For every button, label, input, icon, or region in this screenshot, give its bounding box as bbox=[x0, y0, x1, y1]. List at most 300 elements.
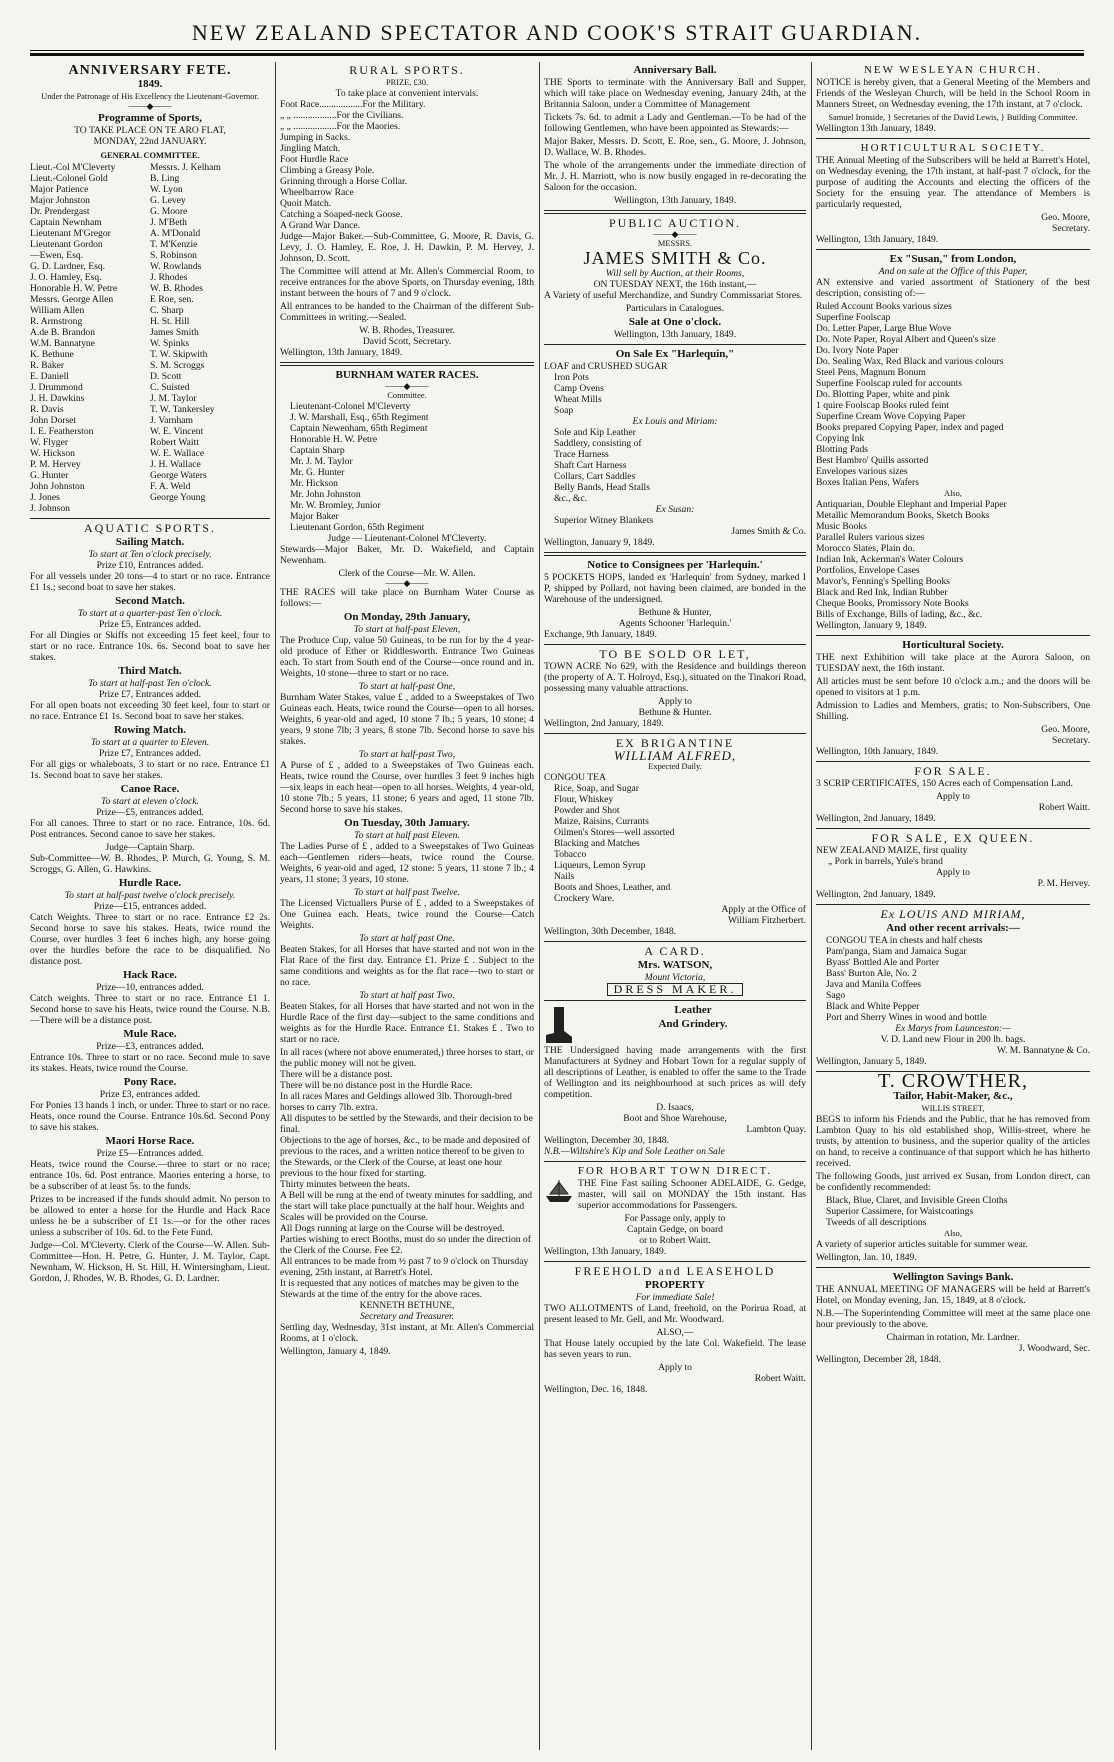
committee-member: J. Rhodes bbox=[150, 272, 188, 283]
event-text: For all canoes. Three to start or no race. Entrance, 10s. 6d. Post entrances. Second canoe to save her stakes. bbox=[30, 818, 270, 840]
masthead-rule bbox=[30, 50, 1084, 56]
race-rule: There will be no distance post in the Hurdle Race. bbox=[280, 1080, 473, 1091]
stationery-item: Envelopes various sizes bbox=[816, 466, 908, 477]
sale-item: Sago bbox=[826, 990, 846, 1001]
horticultural-2-sign: Geo. Moore, bbox=[1041, 724, 1090, 735]
burnham-date: Wellington, January 4, 1849. bbox=[280, 1346, 391, 1357]
savings-bank-sign: J. Woodward, Sec. bbox=[1018, 1343, 1090, 1354]
committee-member: Messrs. J. Kelham bbox=[150, 162, 221, 173]
race-rule: Thirty minutes between the heats. bbox=[280, 1179, 410, 1190]
committee-member: W. Rowlands bbox=[150, 261, 202, 272]
allotments-text: TWO ALLOTMENTS of Land, freehold, on the Porirua Road, at present leased to Mr. Gell, and Mr. Woodward. bbox=[544, 1303, 806, 1325]
stationery-item: Do. Ivory Note Paper bbox=[816, 345, 899, 356]
burnham-member: Honorable H. W. Petre bbox=[290, 434, 378, 445]
committee-member: G. D. Lardner, Esq. bbox=[30, 261, 106, 272]
ship-icon bbox=[544, 1178, 574, 1204]
stationery-item: Do. Blotting Paper, white and pink bbox=[816, 389, 950, 400]
race-rule: All Dogs running at large on the Course will be destroyed. bbox=[280, 1223, 505, 1234]
crowther-text: BEGS to inform his Friends and the Public, that he has removed from Lambton Quay to his old established shop, Willis-street, where he trusts, by attention to business, and the superior quality of the articles on hand, to receive a continuance of that support which he has hitherto received. bbox=[816, 1114, 1090, 1169]
committee-member: W. Hickson bbox=[30, 448, 75, 459]
committee-member: G. Moore bbox=[150, 206, 188, 217]
aquatic-event bbox=[30, 537, 270, 593]
rural-date: Wellington, 13th January, 1849. bbox=[280, 347, 403, 358]
mule-title: Mule Race. bbox=[123, 1028, 177, 1040]
committee-member: P. M. Hervey bbox=[30, 459, 81, 470]
loaf-items bbox=[544, 372, 806, 416]
committee-member: W.M. Bannatyne bbox=[30, 338, 95, 349]
bannatyne-sign: W. M. Bannatyne & Co. bbox=[996, 1045, 1090, 1056]
race-rule: A Bell will be rung at the end of twenty minutes for saddling, and the start will take place punctually at the half hour. Weights and Scales will be provided on the Course. bbox=[280, 1190, 533, 1223]
loaf-sugar: LOAF and CRUSHED SUGAR bbox=[544, 361, 668, 372]
aquatic-event bbox=[30, 784, 270, 840]
stationery-item: 1 quire Foolscap Books ruled feint bbox=[816, 400, 949, 411]
committee-member: J. Johnson bbox=[30, 503, 70, 514]
sale-item: Flour, Whiskey bbox=[554, 794, 614, 805]
crowther-heading: T. CROWTHER, bbox=[878, 1070, 1028, 1092]
crowther-variety: A variety of superior articles suitable for summer wear. bbox=[816, 1239, 1028, 1250]
immediate-sale: For immediate Sale! bbox=[635, 1292, 715, 1303]
committee-member: Lieutenant Gordon bbox=[30, 239, 103, 250]
committee-member: G. Hunter bbox=[30, 470, 69, 481]
event-text: For all vessels under 20 tons—4 to start or no race. Entrance £1 1s.; second boat to save her stakes. bbox=[30, 571, 270, 593]
hurdle-text: Catch Weights. Three to start or no race. Entrance £2 2s. Second horse to save his stakes. Heats, twice round the Course, over hurdles 3 feet 6 inches high, any horse going over the hurdles before the race to be disqualified. No distance post. bbox=[30, 912, 270, 967]
rural-sport: A Grand War Dance. bbox=[280, 220, 361, 231]
auction-goods: A Variety of useful Merchandize, and Sundry Commissariat Stores. bbox=[544, 290, 803, 301]
race-text-3: A Purse of £ , added to a Sweepstakes of Two Guineas each. Heats, twice round the Course, over hurdles 3 feet 9 inches high—six leaps in each heat—open to all horses. Weights, 4 year-old, 10 stone 7lb.; 5 years, 11 stone; 6 years and aged, 11 stone 7lb. Second horse to save his stakes. bbox=[280, 760, 534, 815]
race-text-7: Beaten Stakes, for all Horses that have started and not won in the Hurdle Race of the first day—subject to the same conditions and weights as for the Hurdle Race. Entrance £1. Stakes £ . Two to start or no race. bbox=[280, 1001, 534, 1045]
committee-member: James Smith bbox=[150, 327, 199, 338]
stationery-item: Metallic Memorandum Books, Sketch Books bbox=[816, 510, 990, 521]
committee-member: Dr. Prendergast bbox=[30, 206, 90, 217]
rural-race: „ „ ..................For the Civilians. bbox=[280, 110, 404, 121]
hobart-date: Wellington, 13th January, 1849. bbox=[544, 1246, 667, 1257]
savings-bank-chair: Chairman in rotation, Mr. Lardner. bbox=[886, 1332, 1020, 1343]
committee-member: W. B. Rhodes bbox=[150, 283, 203, 294]
burnham-clerk: Clerk of the Course—Mr. W. Allen. bbox=[338, 568, 476, 579]
stationery-item: Best Hambro' Quills assorted bbox=[816, 455, 929, 466]
committee-member: J. H. Wallace bbox=[150, 459, 201, 470]
rural-sport: Wheelbarrow Race bbox=[280, 187, 354, 198]
burnham-members bbox=[280, 401, 534, 533]
sale-item: Black, Blue, Claret, and Invisible Green Cloths bbox=[826, 1195, 1008, 1206]
committee-member: J. Jones bbox=[30, 492, 60, 503]
fete-place: TO TAKE PLACE ON TE ARO FLAT, bbox=[74, 125, 226, 136]
canoe-judge: Judge—Captain Sharp. bbox=[105, 842, 195, 853]
brigantine-date: Wellington, 30th December, 1848. bbox=[544, 926, 677, 937]
committee-member: F. A. Weld bbox=[150, 481, 191, 492]
race-text-1: The Produce Cup, value 50 Guineas, to be run for by the 4 year-old produce of Ether or Riddlesworth. Entrance Two Guineas each. To start from South end of the Course—once round and in. Weights, 10 stone—three to start or no race. bbox=[280, 635, 534, 679]
burnham-member: Major Baker bbox=[290, 511, 339, 522]
stationery-item: Boxes Italian Pens, Wafers bbox=[816, 477, 919, 488]
committee-member: R. Armstrong bbox=[30, 316, 83, 327]
race-rule: Objections to the age of horses, &c., to be made and deposited of previous to the races, and a written notice thereof to be given to the Stewards, or the Clerk of the Course, at least one hour previous to the hour fixed for starting. bbox=[280, 1135, 531, 1179]
hobart-text: THE Fine Fast sailing Schooner ADELAIDE, G. Gedge, master, will sail on MONDAY the 15th instant. Has superior accommodations for Passengers. bbox=[578, 1178, 806, 1211]
hobart-heading: FOR HOBART TOWN DIRECT. bbox=[577, 1165, 773, 1177]
crowther-goods bbox=[816, 1195, 1090, 1228]
burnham-stewards: Stewards—Major Baker, Mr. D. Wakefield, and Captain Newenham. bbox=[280, 544, 534, 566]
sale-item: CONGOU TEA in chests and half chests bbox=[826, 935, 983, 946]
horticultural-2-admission: Admission to Ladies and Members, gratis; to Non-Subscribers, One Shilling. bbox=[816, 700, 1090, 722]
stationery-also-items bbox=[816, 499, 1090, 620]
hack-text: Catch weights. Three to start or no race. Entrance £1 1. Second horse to save his Heats, twice round the Course. N.B.—There will be a distance post. bbox=[30, 993, 270, 1026]
leather-nb: N.B.—Wiltshire's Kip and Sole Leather on Sale bbox=[544, 1146, 725, 1157]
louis-items bbox=[544, 427, 806, 504]
freehold-agent: Robert Waitt. bbox=[754, 1373, 806, 1384]
column-divider bbox=[811, 62, 812, 1750]
stationery-item: Black and Red Ink, Indian Rubber bbox=[816, 587, 948, 598]
town-date: Wellington, 2nd January, 1849. bbox=[544, 718, 664, 729]
hurdle-title: Hurdle Race. bbox=[118, 877, 182, 889]
ex-louis-heading: Ex Louis and Miriam: bbox=[632, 416, 718, 427]
maori-prize: Prize £5—Entrances added. bbox=[96, 1148, 204, 1159]
tuesday-heading: On Tuesday, 30th January. bbox=[344, 817, 470, 829]
committee-member: J. O. Hamley, Esq. bbox=[30, 272, 102, 283]
auctioneer-name: JAMES SMITH & Co. bbox=[583, 248, 767, 268]
start-time-2: To start at half-past One, bbox=[358, 681, 456, 692]
aquatic-event bbox=[30, 725, 270, 781]
scrip-apply: Apply to bbox=[936, 791, 970, 802]
pony-title: Pony Race. bbox=[123, 1076, 177, 1088]
committee-member: I. E. Featherston bbox=[30, 426, 94, 437]
maori-title: Maori Horse Race. bbox=[105, 1135, 195, 1147]
horticultural-date: Wellington, 13th January, 1849. bbox=[816, 234, 939, 245]
town-apply: Apply to bbox=[658, 696, 692, 707]
stationery-also: Also, bbox=[944, 489, 962, 498]
committee-member: R. Davis bbox=[30, 404, 64, 415]
stationery-item: Cheque Books, Promissory Note Books bbox=[816, 598, 969, 609]
committee-member: John Johnston bbox=[30, 481, 85, 492]
start-time-1: To start at half-past Eleven, bbox=[353, 624, 461, 635]
committee-member: William Allen bbox=[30, 305, 85, 316]
ex-louis-miriam-heading: Ex LOUIS AND MIRIAM, bbox=[880, 907, 1026, 921]
stationery-item: Antiquarian, Double Elephant and Imperial Paper bbox=[816, 499, 1007, 510]
hobart-captain: Captain Gedge, on board bbox=[627, 1224, 723, 1235]
committee-member: C. Sharp bbox=[150, 305, 184, 316]
freehold-apply: Apply to bbox=[658, 1362, 692, 1373]
town-acre-text: TOWN ACRE No 629, with the Residence and buildings thereon (the property of A. T. Holroyd, Esq.), situated on the Tinakori Road, possessing many valuable attractions. bbox=[544, 661, 806, 694]
brigantine-agent: William Fitzherbert. bbox=[728, 915, 806, 926]
allotments-also: ALSO,— bbox=[656, 1327, 694, 1338]
sale-item: Black and White Pepper bbox=[826, 1001, 920, 1012]
stationery-heading: Ex "Susan," from London, bbox=[889, 253, 1017, 265]
burnham-member: Mr. W. Bromley, Junior bbox=[290, 500, 381, 511]
watson-address: Mount Victoria, bbox=[644, 972, 706, 983]
column-3: Anniversary Ball. THE Sports to terminate with the Anniversary Ball and Supper, which will take place on Wednesday evening, January 24th, at the Britannia Saloon, under a Committee of Management Tickets 7s. 6d. to admit a Lady and Gentleman.—To be had of the following Gentlemen, who have been appointed as Stewards:— Major Baker, Messrs. D. Scott, E. Roe, sen., G. Moore, J. Johnson, D. Wallace, W. B. Rhodes. The whole of the arrangements under the immediate direction of Mr. J. H. Marriott, who is now busily engaged in re-decorating the Saloon for the occasion. Wellington, 13th January, 1849. PUBLIC AUCTION. ——◆—— MESSRS. JAMES SMITH & Co. Will sell by Auction, at their Rooms, ON TUESDAY NEXT, the 16th instant,— A Variety of useful Merchandize, and Sundry Commissariat Stores. Particulars in Catalogues. Sale at One o'clock. Wellington, 13th January, 1849. On Sale Ex "Harlequin," LOAF and CRUSHED SUGAR Iron Pots Camp Ovens Wheat Mills Soap Ex Louis and Miriam: Sole and Kip Leather Saddlery, consisting of Trace Harness Shaft Cart Harness Collars, Cart Saddles Belly Bands, Head Stalls &c., &c. Ex Susan: Superior Witney Blankets James Smith & Co. Wellington, January 9, 1849. Notice to Consignees per 'Harlequin.' 5 POCKETS HOPS, landed ex 'Harlequin' from Sydney, marked I P, shipped by Pollard, not having been claimed, are bonded in the Warehouse of the undersigned. Bethune & Hunter, Agents Schooner 'Harlequin.' Exchange, 9th January, 1849. TO BE SOLD OR LET, TOWN ACRE No 629, with the Residence and buildings thereon (the property of A. T. Holroyd, Esq.), situated on the Tinakori Road, possessing many valuable attractions. Apply to Bethune & Hunter. Wellington, 2nd January, 1849. EX BRIGANTINE WILLIAM ALFRED, Expected Daily. CONGOU TEA Rice, Soap, and Sugar Flour, Whiskey Powder and Shot Maize, Raisins, Currants Oilmen's Stores—well assorted Blacking and Matches Tobacco Liqueurs, Lemon Syrup Nails Boots and Shoes, Leather, and Crockery Ware. Apply at the Office of William Fitzherbert. Wellington, 30th December, 1848. A CARD. Mrs. WATSON, Mount Victoria, DRESS MAKER. Leather And Grindery. THE Undersigned having made arrangements with the first Manufacturers at Sydney and Hobart Town for a regular supply of all descriptions of Leather, is enabled to offer the same to the Trade of Wellington and its neighbourhood at such prices as will defy competition. D. Isaacs, Boot and Shoe Warehouse, Lambton Quay. Wellington, December 30, 1848. N.B.—Wiltshire's Kip and Sole Leather on Sale FOR HOBART TOWN DIRECT. THE Fine Fast sailing Schooner ADELAIDE, G. Gedge, master, will sail on MONDAY the 15th instant. Has superior accommodations for Passengers. For Passage only, apply to Captain Gedge, on board or to Robert Waitt. Wellington, 13th January, 1849. FREEHOLD and LEASEHOLD PROPERTY For immediate Sale! TWO ALLOTMENTS of Land, freehold, on the Porirua Road, at present leased to Mr. Gell, and Mr. Woodward. ALSO,— That House lately occupied by the late Col. Wakefield. The lease has seven years to run. Apply to Robert Waitt. Wellington, Dec. 16, 1848. bbox=[544, 64, 806, 1395]
stationery-item: Steel Pens, Magnum Bonum bbox=[816, 367, 926, 378]
maize-date: Wellington, 2nd January, 1849. bbox=[816, 889, 936, 900]
for-sale-queen-heading: FOR SALE, EX QUEEN. bbox=[871, 831, 1035, 845]
committee-member: B. Ling bbox=[150, 173, 180, 184]
sale-item: Rice, Soap, and Sugar bbox=[554, 783, 639, 794]
sale-item: Trace Harness bbox=[554, 449, 609, 460]
stationery-intro: AN extensive and varied assortment of Stationery of the best description, consisting of:— bbox=[816, 277, 1090, 299]
consignees-heading: Notice to Consignees per 'Harlequin.' bbox=[587, 559, 763, 571]
committee-right bbox=[150, 162, 270, 514]
race-rule: In all races (where not above enumerated,) three horses to start, or the public money will not be given. bbox=[280, 1047, 534, 1069]
stationery-item: Portfolios, Envelope Cases bbox=[816, 565, 920, 576]
stationery-item: Parallel Rulers various sizes bbox=[816, 532, 925, 543]
leather-address: Lambton Quay. bbox=[746, 1124, 806, 1135]
fete-footer: Judge—Col. M'Cleverty. Clerk of the Course—W. Allen. Sub-Committee—Hon. H. Petre, G. Hunter, J. M. Taylor, Capt. Newnham, W. Hickson, H. St. Hill, H. Wintersingham, Lieut. Gordon, J. Rhodes, W. B. Rhodes, G. D. Lardner. bbox=[30, 1240, 270, 1284]
sale-item: &c., &c. bbox=[554, 493, 588, 504]
horticultural-heading: HORTICULTURAL SOCIETY. bbox=[860, 142, 1046, 154]
burnham-member: Captain Sharp bbox=[290, 445, 345, 456]
races-intro: THE RACES will take place on Burnham Water Course as follows:— bbox=[280, 587, 534, 609]
hobart-agent: or to Robert Waitt. bbox=[639, 1235, 711, 1246]
horticultural-2-sign-title: Secretary. bbox=[1052, 735, 1090, 746]
burnham-committee-heading: Committee. bbox=[387, 391, 427, 400]
committee-member: W. Spinks bbox=[150, 338, 190, 349]
wesleyan-heading: NEW WESLEYAN CHURCH. bbox=[863, 64, 1042, 76]
house-text: That House lately occupied by the late Col. Wakefield. The lease has seven years to run. bbox=[544, 1338, 806, 1360]
rural-judge: Judge—Major Baker.—Sub-Committee, G. Moore, R. Davis, G. Levy, J. O. Hamley, E. Roe, J. H. Dawkin, P. M. Hervey, J. Johnson, D. Scott. bbox=[280, 231, 534, 264]
consignees-sign: Bethune & Hunter, bbox=[638, 607, 712, 618]
leather-text: THE Undersigned having made arrangements with the first Manufacturers at Sydney and Hobart Town for a regular supply of all descriptions of Leather, is enabled to offer the same to the Trade of Wellington and its neighbourhood at such prices as will defy competition. bbox=[544, 1045, 806, 1100]
consignees-sign-2: Agents Schooner 'Harlequin.' bbox=[618, 618, 732, 629]
rural-sports-list bbox=[280, 132, 534, 231]
to-be-sold-heading: TO BE SOLD OR LET, bbox=[599, 647, 751, 661]
hurdle-time: To start at half-past twelve o'clock precisely. bbox=[64, 890, 236, 901]
burnham-member: Lieutenant-Colonel M'Cleverty bbox=[290, 401, 411, 412]
sale-item: Belly Bands, Head Stalls bbox=[554, 482, 650, 493]
committee-member: George Young bbox=[150, 492, 206, 503]
race-rule: All entrances to be made from ½ past 7 to 9 o'clock on Thursday evening, 25th instant, at Barrett's Hotel. bbox=[280, 1256, 529, 1278]
event-prize: Prize £10, Entrances added. bbox=[96, 560, 204, 571]
pork-text: „ Pork in barrels, Yule's brand bbox=[828, 856, 943, 867]
horticultural-text: THE Annual Meeting of the Subscribers will be held at Barrett's Hotel, on Wednesday evening, the 17th instant, at half-past 7 o'clock, for the purpose of auditing the Accounts and electing the officers of the Society for the ensuing year. The attendance of Members is particularly requested, bbox=[816, 155, 1090, 210]
consignees-date: Exchange, 9th January, 1849. bbox=[544, 629, 657, 640]
burnham-member: Mr. J. M. Taylor bbox=[290, 456, 353, 467]
brigantine-name: WILLIAM ALFRED, bbox=[613, 748, 737, 763]
burnham-member: Mr. Hickson bbox=[290, 478, 338, 489]
auction-sale-time: Sale at One o'clock. bbox=[628, 316, 722, 328]
committee-left bbox=[30, 162, 150, 514]
event-text: For all gigs or whaleboats, 3 to start or no race. Entrance £1 1s. Second boat to save her stakes. bbox=[30, 759, 270, 781]
race-rule: Parties wishing to erect Booths, must do so under the direction of the Clerk of the Course. Fee £2. bbox=[280, 1234, 531, 1256]
start-time-6: To start at half past One. bbox=[359, 933, 455, 944]
stationery-item: Morocco Slates, Plain do. bbox=[816, 543, 915, 554]
event-time: To start at a quarter-past Ten o'clock. bbox=[77, 608, 223, 619]
ball-tickets: Tickets 7s. 6d. to admit a Lady and Gentleman.—To be had of the following Gentlemen, who have been appointed as Stewards:— bbox=[544, 112, 806, 134]
rural-race: „ „ ..................For the Maories. bbox=[280, 121, 401, 132]
freehold-heading: FREEHOLD and LEASEHOLD bbox=[574, 1264, 776, 1278]
event-title: Second Match. bbox=[115, 595, 185, 607]
stationery-item: Blotting Pads bbox=[816, 444, 868, 455]
committee-member: W. E. Vincent bbox=[150, 426, 204, 437]
crowther-goods-intro: The following Goods, just arrived ex Susan, from London direct, can be confidently recommended: bbox=[816, 1171, 1090, 1193]
race-rule: In all races Mares and Geldings allowed 3lb. Thorough-bred horses to carry 7lb. extra. bbox=[280, 1091, 512, 1113]
programme-heading: Programme of Sports, bbox=[98, 112, 202, 124]
event-title: Canoe Race. bbox=[120, 783, 180, 795]
rural-sport: Catching a Soaped-neck Goose. bbox=[280, 209, 403, 220]
sale-item: Saddlery, consisting of bbox=[554, 438, 642, 449]
race-text-6: Beaten Stakes, for all Horses that have started and not won in the Flat Race of the first day. Entrance £1. Prize £ . Subject to the same conditions and weights as for the flat race—two to start or no race. bbox=[280, 944, 534, 988]
wesleyan-sign: Samuel Ironside, } Secretaries of the David Lewis, } Building Committee. bbox=[828, 113, 1078, 122]
column-2: RURAL SPORTS. PRIZE, £30. To take place at convenient intervals. Foot Race..................For the Military. „ „ ..................For the Civilians. „ „ ..................For the Maories. Jumping in Sacks. Jingling Match. Foot Hurdle Race Climbing a Greasy Pole. Grinning through a Horse Collar. Wheelbarrow Race Quoit Match. Catching a Soaped-neck Goose. A Grand War Dance. Judge—Major Baker.—Sub-Committee, G. Moore, R. Davis, G. Levy, J. O. Hamley, E. Roe, J. H. Dawkin, P. M. Hervey, J. Johnson, D. Scott. The Committee will attend at Mr. Allen's Commercial Room, to receive entrances for the above Sports, on Thursday evening, 18th instant between the hours of 7 and 9 o'clock. All entrances to be handed to the Chairman of the different Sub-Committees in writing.—Sealed. W. B. Rhodes, Treasurer. David Scott, Secretary. Wellington, 13th January, 1849. BURNHAM WATER RACES. ——◆—— Committee. Lieutenant-Colonel M'Cleverty J. W. Marshall, Esq., 65th Regiment Captain Newenham, 65th Regiment Honorable H. W. Petre Captain Sharp Mr. J. M. Taylor Mr. G. Hunter Mr. Hickson Mr. John Johnston Mr. W. Bromley, Junior Major Baker Lieutenant Gordon, 65th Regiment Judge — Lieutenant-Colonel M'Cleverty. Stewards—Major Baker, Mr. D. Wakefield, and Captain Newenham. Clerk of the Course—Mr. W. Allen. ——◆—— THE RACES will take place on Burnham Water Course as follows:— On Monday, 29th January, To start at half-past Eleven, The Produce Cup, value 50 Guineas, to be run for by the 4 year-old produce of Ether or Riddlesworth. Entrance Two Guineas each. To start from South end of the Course—once round and in. Weights, 10 stone—three to start or no race. To start at half-past One, Burnham Water Stakes, value £ , added to a Sweepstakes of Two Guineas each. Heats, twice round the Course—open to all horses. Weights, 6 year-old and aged, 10 stone 7 lb.; 5 years, 10 stone; 4 years, 9 stone 7lb; 3 years, 8 stone 7lb. Second horse to save his stakes. To start at half-past Two, A Purse of £ , added to a Sweepstakes of Two Guineas each. Heats, twice round the Course, over hurdles 3 feet 9 inches high—six leaps in each heat—open to all horses. Weights, 4 year-old, 10 stone 7lb.; 5 years, 11 stone; 6 years and aged, 11 stone 7lb. Second horse to save his stakes. On Tuesday, 30th January. To start at half past Eleven. The Ladies Purse of £ , added to a Sweepstakes of Two Guineas each—Gentlemen riders—heats, twice round the Course. Weights, 6 year-old and aged, 12 stone: 5 years, 11 stone 7 lb.; 4 years, 11 stone; 3 years, 10 stone. To start at half past Twelve. The Licensed Victuallers Purse of £ , added to a Sweepstakes of One Guinea each. Heats, twice round the Course—Catch Weights. To start at half past One. Beaten Stakes, for all Horses that have started and not won in the Flat Race of the first day. Entrance £1. Prize £ . Subject to the same conditions and weights as for the flat race—two to start or no race. To start at half past Two. Beaten Stakes, for all Horses that have started and not won in the Hurdle Race of the first day—subject to the same conditions and weights as for the Hurdle Race. Entrance £1. Stakes £ . Two to start or no race. In all races (where not above enumerated,) three horses to start, or the public money will not be given. There will be a distance post. There will be no distance post in the Hurdle Race. In all races Mares and Geldings allowed 3lb. Thorough-bred horses to carry 7lb. extra. All disputes to be settled by the Stewards, and their decision to be final. Objections to the age of horses, &c., to be made and deposited of previous to the races, and a written notice thereof to be given to the Stewards, or the Clerk of the Course, at least one hour previous to the hour fixed for starting. Thirty minutes between the heats. A Bell will be rung at the end of twenty minutes for saddling, and the start will take place punctually at the half hour. Weights and Scales will be provided on the Course. All Dogs running at large on the Course will be destroyed. Parties wishing to erect Booths, must do so under the direction of the Clerk of the Course. Fee £2. All entrances to be made from ½ past 7 to 9 o'clock on Thursday evening, 25th instant, at Barrett's Hotel. It is requested that any notices of matches may be given to the Stewards at the time of the entry for the above races. KENNETH BETHUNE, Secretary and Treasurer. Settling day, Wednesday, 31st instant, at Mr. Allen's Commercial Rooms, at 1 o'clock. Wellington, January 4, 1849. bbox=[280, 63, 534, 1357]
committee-member: John Dorset bbox=[30, 415, 77, 426]
wesleyan-text: NOTICE is hereby given, that a General Meeting of the Members and Friends of the Wesleyan Church, will be held in the School Room in Manners Street, on Wednesday evening, the 17th instant, at 7 o'clock. bbox=[816, 77, 1090, 110]
rural-sport: Jumping in Sacks. bbox=[280, 132, 351, 143]
committee-member: W. Flyger bbox=[30, 437, 69, 448]
leather-warehouse: Boot and Shoe Warehouse, bbox=[623, 1113, 727, 1124]
event-title: Rowing Match. bbox=[113, 724, 187, 736]
stationery-item: Ruled Account Books various sizes bbox=[816, 301, 952, 312]
committee-member: T. M'Kenzie bbox=[150, 239, 198, 250]
race-rule: There will be a distance post. bbox=[280, 1069, 393, 1080]
congou-items bbox=[544, 783, 806, 904]
event-time: To start at a quarter to Eleven. bbox=[90, 737, 210, 748]
stationery-item: Do. Letter Paper, Large Blue Wove bbox=[816, 323, 952, 334]
rural-prize: PRIZE, £30. bbox=[385, 78, 429, 87]
start-time-3: To start at half-past Two, bbox=[358, 749, 456, 760]
start-time-7: To start at half past Two. bbox=[359, 990, 455, 1001]
brigantine-expected: Expected Daily. bbox=[648, 762, 702, 771]
committee-member: S. M. Scroggs bbox=[150, 360, 205, 371]
stationery-items bbox=[816, 301, 1090, 488]
auction-heading: PUBLIC AUCTION. bbox=[608, 216, 741, 230]
scrip-date: Wellington, 2nd January, 1849. bbox=[816, 813, 936, 824]
sale-item: Sole and Kip Leather bbox=[554, 427, 636, 438]
for-sale-heading: FOR SALE. bbox=[914, 764, 992, 778]
sale-item: Oilmen's Stores—well assorted bbox=[554, 827, 675, 838]
horticultural-2-articles: All articles must be sent before 10 o'clock a.m.; and the doors will be opened to visitors at 1 p.m. bbox=[816, 676, 1090, 698]
auction-messrs: MESSRS. bbox=[657, 239, 693, 248]
town-agents: Bethune & Hunter. bbox=[638, 707, 712, 718]
sale-item: Blacking and Matches bbox=[554, 838, 640, 849]
settling-day: Settling day, Wednesday, 31st instant, at Mr. Allen's Commercial Rooms, at 1 o'clock. bbox=[280, 1322, 534, 1344]
rural-sport: Climbing a Greasy Pole. bbox=[280, 165, 375, 176]
burnham-sign: KENNETH BETHUNE, bbox=[359, 1300, 455, 1311]
committee-member: K. Bethune bbox=[30, 349, 74, 360]
rural-sport: Foot Hurdle Race bbox=[280, 154, 349, 165]
committee-member: D. Scott bbox=[150, 371, 182, 382]
boot-icon bbox=[544, 1005, 574, 1045]
maize-apply: Apply to bbox=[936, 867, 970, 878]
committee-member: J. Drummond bbox=[30, 382, 83, 393]
committee-member: H. St. Hill bbox=[150, 316, 190, 327]
burnham-member: Lieutenant Gordon, 65th Regiment bbox=[290, 522, 425, 533]
leather-heading: Leather bbox=[674, 1004, 712, 1016]
ball-heading: Anniversary Ball. bbox=[633, 64, 717, 76]
brigantine-heading: EX BRIGANTINE bbox=[615, 736, 735, 750]
event-time: To start at Ten o'clock precisely. bbox=[88, 549, 212, 560]
sale-item: Bass' Burton Ale, No. 2 bbox=[826, 968, 917, 979]
auction-will-sell: Will sell by Auction, at their Rooms, bbox=[605, 268, 745, 279]
race-text-4: The Ladies Purse of £ , added to a Sweepstakes of Two Guineas each—Gentlemen riders—heats, twice round the Course. Weights, 6 year-old and aged, 12 stone: 5 years, 11 stone 7 lb.; 4 years, 11 stone; 3 years, 10 stone. bbox=[280, 841, 534, 885]
rural-sport: Grinning through a Horse Collar. bbox=[280, 176, 408, 187]
aquatic-heading: AQUATIC SPORTS. bbox=[84, 521, 216, 535]
scrip-text: 3 SCRIP CERTIFICATES, 150 Acres each of Compensation Land. bbox=[816, 778, 1074, 789]
committee-member: R. Baker bbox=[30, 360, 65, 371]
stationery-item: Do. Sealing Wax, Red Black and various colours bbox=[816, 356, 1004, 367]
sale-item: Iron Pots bbox=[554, 372, 589, 383]
column-4 bbox=[816, 62, 1090, 1750]
ball-stewards: Major Baker, Messrs. D. Scott, E. Roe, sen., G. Moore, J. Johnson, D. Wallace, W. B. Rhodes. bbox=[544, 136, 806, 158]
burnham-sign-title: Secretary and Treasurer. bbox=[359, 1311, 455, 1322]
ball-arrangements: The whole of the arrangements under the immediate direction of Mr. J. H. Marriott, who is now busily engaged in re-decorating the Saloon for the occasion. bbox=[544, 160, 806, 193]
sale-item: Tobacco bbox=[554, 849, 587, 860]
committee-member: —Ewen, Esq. bbox=[30, 250, 84, 261]
leather-sign: D. Isaacs, bbox=[656, 1102, 694, 1113]
horticultural-2-heading: Horticultural Society. bbox=[902, 639, 1004, 651]
committee-member: W. E. Wallace bbox=[150, 448, 205, 459]
burnham-member: Mr. John Johnston bbox=[290, 489, 361, 500]
start-time-4: To start at half past Eleven. bbox=[354, 830, 460, 841]
stationery-item: Do. Note Paper, Royal Albert and Queen's size bbox=[816, 334, 996, 345]
maize-agent: P. M. Hervey. bbox=[1037, 878, 1090, 889]
committee-member: George Waters bbox=[150, 470, 207, 481]
sale-item: Java and Manila Coffees bbox=[826, 979, 921, 990]
burnham-heading: BURNHAM WATER RACES. bbox=[335, 369, 479, 381]
start-time-5: To start at half past Twelve. bbox=[353, 887, 461, 898]
committee-member: J. H. Dawkins bbox=[30, 393, 85, 404]
harlequin-heading: On Sale Ex "Harlequin," bbox=[615, 348, 735, 360]
committee-member: S. Robinson bbox=[150, 250, 197, 261]
bannatyne-date: Wellington, January 5, 1849. bbox=[816, 1056, 927, 1067]
property-heading: PROPERTY bbox=[644, 1279, 706, 1291]
committee-member: Messrs. George Allen bbox=[30, 294, 114, 305]
auction-notice-date: Wellington, 13th January, 1849. bbox=[613, 329, 737, 340]
event-prize: Prize £7, Entrances added. bbox=[98, 689, 202, 700]
committee-member: C. Suisted bbox=[150, 382, 190, 393]
savings-bank-text: THE ANNUAL MEETING OF MANAGERS will be held at Barrett's Hotel, on Monday evening, Jan. 15, 1849, at 8 o'clock. bbox=[816, 1284, 1090, 1306]
committee-member: T. W. Tankersley bbox=[150, 404, 215, 415]
savings-bank-heading: Wellington Savings Bank. bbox=[892, 1271, 1014, 1283]
sale-item: Nails bbox=[554, 871, 575, 882]
stationery-subheading: And on sale at the Office of this Paper, bbox=[878, 266, 1028, 277]
committee-member: Honorable H. W. Petre bbox=[30, 283, 118, 294]
congou-tea: CONGOU TEA bbox=[544, 772, 606, 783]
fete-date: MONDAY, 22nd JANUARY. bbox=[93, 136, 207, 147]
event-prize: Prize—£5, entrances added. bbox=[96, 807, 204, 818]
card-heading: A CARD. bbox=[644, 944, 706, 958]
mule-prize: Prize—£3, entrances added. bbox=[96, 1041, 204, 1052]
mule-text: Entrance 10s. Three to start or no race. Second mule to save its stakes. Heats, twice round the Course. bbox=[30, 1052, 270, 1074]
crowther-trade: Tailor, Habit-Maker, &c., bbox=[893, 1090, 1013, 1102]
race-rules bbox=[280, 1047, 534, 1300]
pony-prize: Prize £3, entrances added. bbox=[99, 1089, 201, 1100]
auction-particulars: Particulars in Catalogues. bbox=[625, 303, 725, 314]
wesleyan-date: Wellington 13th January, 1849. bbox=[816, 123, 936, 134]
sale-item: Superior Witney Blankets bbox=[554, 515, 654, 526]
hobart-passage: For Passage only, apply to bbox=[624, 1213, 726, 1224]
committee-member: E Roe, sen. bbox=[150, 294, 194, 305]
committee-heading: GENERAL COMMITTEE. bbox=[100, 151, 200, 160]
horticultural-2-date: Wellington, 10th January, 1849. bbox=[816, 746, 939, 757]
event-title: Sailing Match. bbox=[115, 536, 185, 548]
race-text-5: The Licensed Victuallers Purse of £ , added to a Sweepstakes of One Guinea each. Heats, twice round the Course—Catch Weights. bbox=[280, 898, 534, 931]
newspaper-title: NEW ZEALAND SPECTATOR AND COOK'S STRAIT GUARDIAN. bbox=[191, 20, 923, 45]
ball-text: THE Sports to terminate with the Anniversary Ball and Supper, which will take place on Wednesday evening, January 24th, at the Britannia Saloon, under a Committee of Management bbox=[544, 77, 806, 110]
committee-member: Lieut.-Colonel Gold bbox=[30, 173, 108, 184]
hack-prize: Prize—10, entrances added. bbox=[96, 982, 204, 993]
sale-item: Powder and Shot bbox=[554, 805, 620, 816]
event-text: For all Dingies or Skiffs not exceeding 15 feet keel, four to start or no race. Entrance 10s. 6s. Second boat to save her stakes. bbox=[30, 630, 270, 663]
rural-committee: The Committee will attend at Mr. Allen's Commercial Room, to receive entrances for the above Sports, on Thursday evening, 18th instant between the hours of 7 and 9 o'clock. bbox=[280, 266, 534, 299]
pony-text: For Ponies 13 hands 1 inch, or under. Three to start or no race. Heats, once round the Course. Entrance 10s.6d. Second Pony to save his stakes. bbox=[30, 1100, 270, 1133]
race-rule: All disputes to be settled by the Stewards, and their decision to be final. bbox=[280, 1113, 533, 1135]
event-prize: Prize £7, Entrances added. bbox=[98, 748, 202, 759]
maize-text: NEW ZEALAND MAIZE, first quality bbox=[816, 845, 968, 856]
rural-sign-treasurer: W. B. Rhodes, Treasurer. bbox=[359, 325, 455, 336]
stationery-item: Superfine Cream Wove Copying Paper bbox=[816, 411, 966, 422]
crowther-date: Wellington, Jan. 10, 1849. bbox=[816, 1252, 917, 1263]
committee-member: J. M. Taylor bbox=[150, 393, 197, 404]
sale-item: Boots and Shoes, Leather, and bbox=[554, 882, 671, 893]
committee-member: A. M'Donald bbox=[150, 228, 201, 239]
sale-item: Superior Cassimere, for Waistcoatings bbox=[826, 1206, 974, 1217]
committee-member: Robert Waitt bbox=[150, 437, 199, 448]
